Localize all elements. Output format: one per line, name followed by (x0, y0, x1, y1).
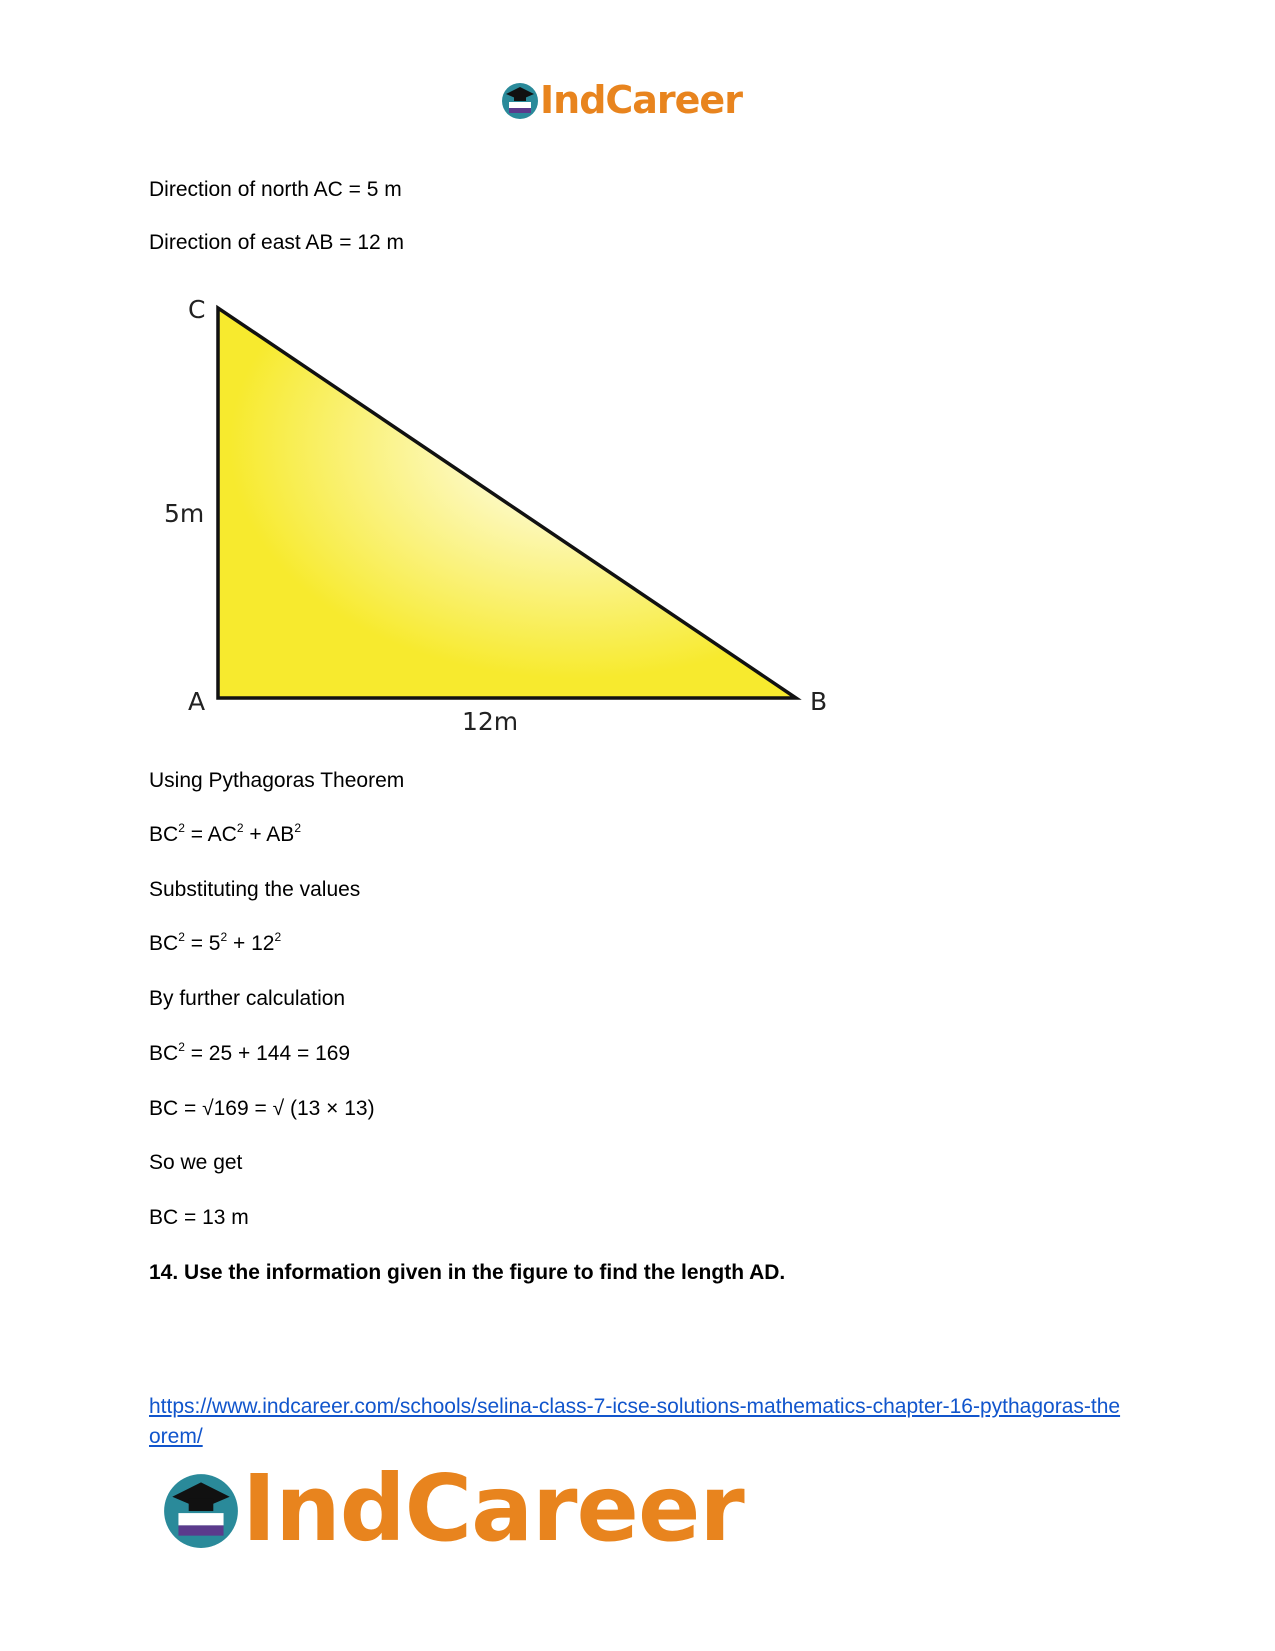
equation-1: $BC^2 = AC^2 + AB^2$ (149, 821, 301, 846)
header-logo (500, 78, 742, 122)
text-north: Direction of north AC = 5 m (149, 178, 402, 201)
label-c: C (188, 295, 206, 324)
text-substituting: Substituting the values (149, 878, 361, 901)
label-side-ac: 5m (164, 499, 205, 528)
text-using: Using Pythagoras Theorem (149, 769, 405, 792)
label-side-ab: 12m (462, 707, 519, 736)
label-b: B (810, 687, 828, 716)
triangle-abc (218, 308, 796, 698)
text-result: BC = 13 m (149, 1206, 249, 1229)
equation-3: $BC^2 = 25 + 144 = 169$ (149, 1040, 351, 1065)
equation-4: BC = √169 = √ (13 × 13) (149, 1097, 375, 1120)
graduation-book-icon (500, 80, 540, 120)
triangle-figure (150, 290, 840, 740)
footer-link[interactable]: https://www.indcareer.com/schools/selina-class-7-icse-solutions-mathematics-chapter-16-pythagoras-theorem/ (149, 1395, 1121, 1448)
equation-2: $BC^2 = 5^2 + 12^2$ (149, 930, 282, 955)
question-14: 14. Use the information given in the figure to find the length AD. (149, 1261, 786, 1284)
text-soweget: So we get (149, 1151, 243, 1174)
label-a: A (188, 687, 206, 716)
footer-logo (160, 1455, 744, 1562)
text-further: By further calculation (149, 987, 346, 1010)
logo-text: IndCareer (242, 1455, 744, 1562)
text-east: Direction of east AB = 12 m (149, 231, 405, 254)
logo-text: IndCareer (540, 78, 742, 122)
graduation-book-icon (160, 1468, 242, 1550)
